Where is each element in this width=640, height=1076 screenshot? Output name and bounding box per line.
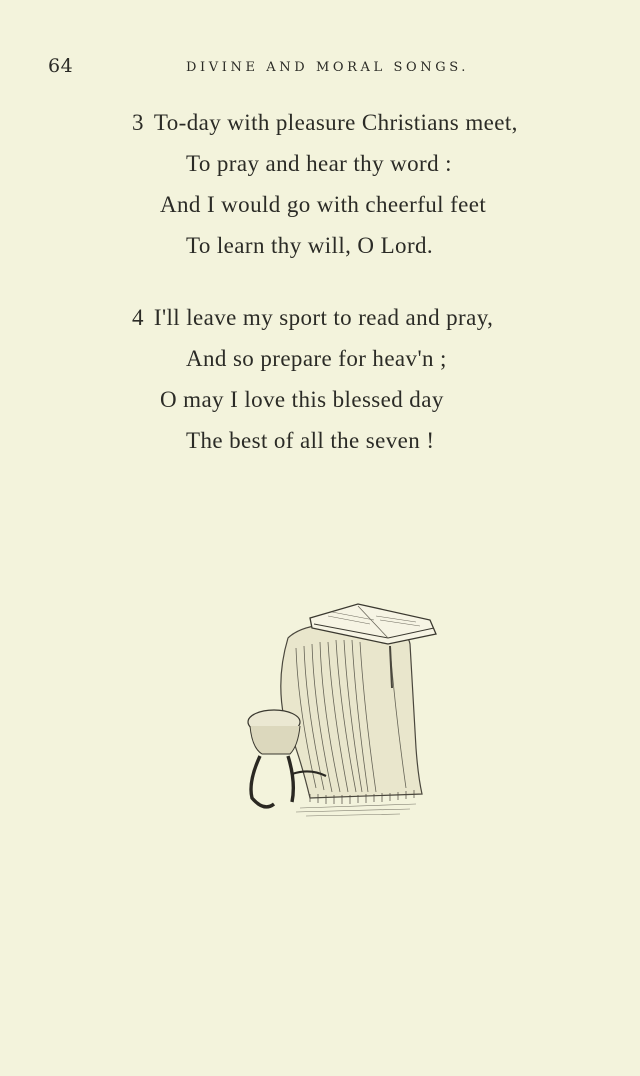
verse-line: To learn thy will, O Lord. <box>186 233 434 258</box>
verse-line <box>132 305 493 331</box>
verse-line: The best of all the seven ! <box>186 428 435 453</box>
stanza-number: 3 <box>132 110 144 135</box>
verse-line: O may I love this blessed day <box>160 387 444 412</box>
verse-line <box>132 110 518 136</box>
verse-line: To pray and hear thy word : <box>186 151 452 176</box>
verse-line: And I would go with cheerful feet <box>160 192 487 217</box>
running-head: DIVINE AND MORAL SONGS. <box>186 60 470 75</box>
verse-line: And so prepare for heav'n ; <box>186 346 447 371</box>
verse-text: I'll leave my sport to read and pray, <box>153 305 494 330</box>
stanza-number: 4 <box>132 305 144 330</box>
verse-text: To-day with pleasure Christians meet, <box>153 110 518 135</box>
page-number: 64 <box>48 55 74 77</box>
engraving-book-on-draped-stool-icon <box>240 598 440 820</box>
